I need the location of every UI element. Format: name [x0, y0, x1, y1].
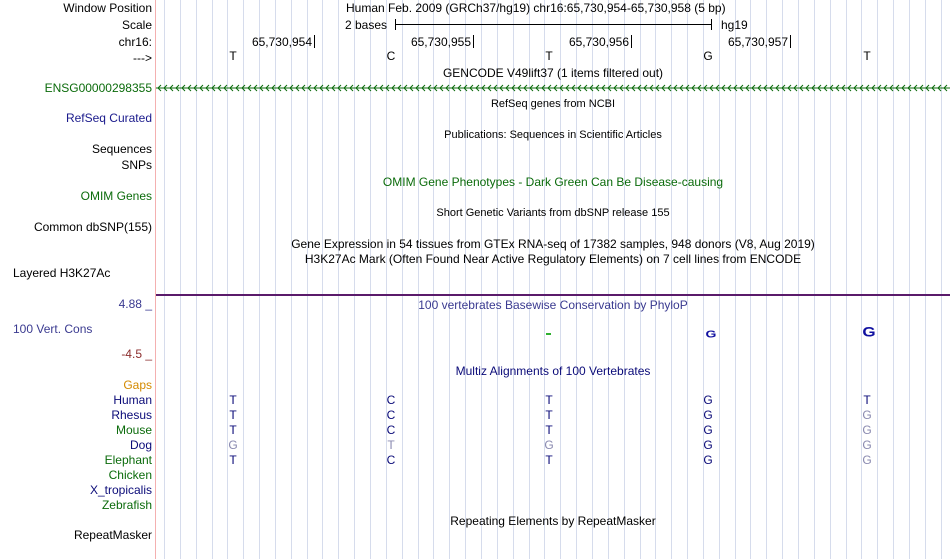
species-label-zebrafish: Zebrafish — [101, 498, 152, 512]
h3k27ac-signal-line — [156, 294, 950, 296]
alignment-base-mouse: G — [703, 423, 713, 437]
h3k27ac-track-title: H3K27Ac Mark (Often Found Near Active Regulatory Elements) on 7 cell lines from ENCODE — [304, 252, 802, 266]
alignment-base-mouse: C — [386, 423, 396, 437]
position-text: Human Feb. 2009 (GRCh37/hg19) chr16:65,730,954-65,730,958 (5 bp) — [346, 1, 726, 15]
reference-base: T — [229, 49, 237, 63]
species-label-chicken: Chicken — [108, 468, 152, 482]
alignment-base-mouse: T — [545, 423, 553, 437]
species-label-elephant: Elephant — [104, 453, 152, 467]
alignment-base-dog: G — [703, 438, 713, 452]
alignment-base-rhesus: C — [386, 408, 396, 422]
chrom-label: chr16: — [118, 35, 152, 49]
reference-base: T — [863, 49, 871, 63]
ruler-position-label: 65,730,957 — [727, 35, 788, 49]
ruler-tick — [790, 35, 791, 48]
cons-min-label: -4.5 _ — [121, 347, 152, 361]
assembly-text: hg19 — [721, 18, 748, 32]
repeatmasker-label[interactable]: RepeatMasker — [73, 528, 152, 542]
snps-label[interactable]: SNPs — [121, 158, 152, 172]
ruler-position-label: 65,730,954 — [251, 35, 312, 49]
alignment-base-elephant: C — [386, 453, 396, 467]
alignment-base-dog: G — [228, 438, 238, 452]
dbsnp-label[interactable]: Common dbSNP(155) — [33, 220, 152, 234]
svg-text:G: G — [862, 325, 876, 339]
genome-track-image[interactable] — [156, 0, 950, 559]
cons-max-label: 4.88 _ — [118, 297, 152, 311]
reference-base: T — [545, 49, 553, 63]
alignment-base-elephant: G — [703, 453, 713, 467]
alignment-base-human: T — [545, 393, 553, 407]
alignment-base-rhesus: T — [545, 408, 553, 422]
sequences-label[interactable]: Sequences — [91, 142, 152, 156]
alignment-base-human: T — [229, 393, 237, 407]
scale-bar — [395, 24, 711, 25]
track-label-column — [0, 0, 155, 559]
phylop-logo-g-1 — [689, 327, 733, 339]
alignment-base-elephant: T — [545, 453, 553, 467]
alignment-base-rhesus: G — [703, 408, 713, 422]
scale-label: Scale — [121, 18, 152, 32]
alignment-base-human: T — [863, 393, 871, 407]
publications-track-title: Publications: Sequences in Scientific Articles — [444, 129, 662, 141]
gencode-track-title: GENCODE V49lift37 (1 items filtered out) — [442, 66, 664, 80]
alignment-base-mouse: T — [229, 423, 237, 437]
alignment-base-rhesus: T — [229, 408, 237, 422]
scale-bar-right-tick — [711, 19, 712, 30]
ruler-position-label: 65,730,956 — [568, 35, 629, 49]
phylop-logo-g-2 — [847, 323, 891, 339]
alignment-base-dog: T — [387, 438, 395, 452]
gencode-gene-line[interactable] — [156, 82, 950, 94]
species-label-human: Human — [113, 393, 152, 407]
phylop-track-title: 100 vertebrates Basewise Conservation by PhyloP — [418, 298, 688, 312]
alignment-base-elephant: T — [229, 453, 237, 467]
phylop-mark-t — [546, 333, 551, 335]
refseq-curated-label[interactable]: RefSeq Curated — [65, 111, 152, 125]
gencode-item-label[interactable]: ENSG00000298355 — [44, 81, 152, 95]
window-position-label: Window Position — [63, 1, 152, 15]
cons-track-label[interactable]: 100 Vert. Cons — [13, 322, 93, 336]
reference-base: C — [386, 49, 396, 63]
ruler-tick — [473, 35, 474, 48]
omim-genes-label[interactable]: OMIM Genes — [80, 189, 152, 203]
scale-text: 2 bases — [345, 18, 388, 32]
alignment-base-human: G — [703, 393, 713, 407]
alignment-base-mouse: G — [862, 423, 872, 437]
species-label-rhesus: Rhesus — [111, 408, 152, 422]
alignment-base-rhesus: G — [862, 408, 872, 422]
dbsnp-track-title: Short Genetic Variants from dbSNP release 155 — [436, 207, 670, 219]
ruler-tick — [314, 35, 315, 48]
ruler-tick — [631, 35, 632, 48]
refseq-track-title: RefSeq genes from NCBI — [490, 98, 616, 110]
strand-label: ---> — [133, 51, 152, 65]
multiz-track-title: Multiz Alignments of 100 Vertebrates — [455, 364, 651, 378]
h3k27ac-label[interactable]: Layered H3K27Ac — [13, 266, 111, 280]
reference-base: G — [703, 49, 713, 63]
scale-bar-left-tick — [395, 19, 396, 30]
alignment-base-dog: G — [862, 438, 872, 452]
species-label-dog: Dog — [129, 438, 152, 452]
alignment-base-dog: G — [544, 438, 554, 452]
gaps-label: Gaps — [123, 378, 152, 392]
alignment-base-human: C — [386, 393, 396, 407]
svg-text:G: G — [705, 328, 717, 339]
species-label-mouse: Mouse — [115, 423, 152, 437]
alignment-base-elephant: G — [862, 453, 872, 467]
gtex-track-title: Gene Expression in 54 tissues from GTEx RNA-seq of 17382 samples, 948 donors (V8, Aug 2019) — [291, 237, 815, 251]
species-label-xtropicalis: X_tropicalis — [89, 483, 152, 497]
repeatmasker-track-title: Repeating Elements by RepeatMasker — [450, 514, 656, 528]
omim-track-title: OMIM Gene Phenotypes - Dark Green Can Be Disease-causing — [382, 175, 724, 189]
ruler-position-label: 65,730,955 — [410, 35, 471, 49]
